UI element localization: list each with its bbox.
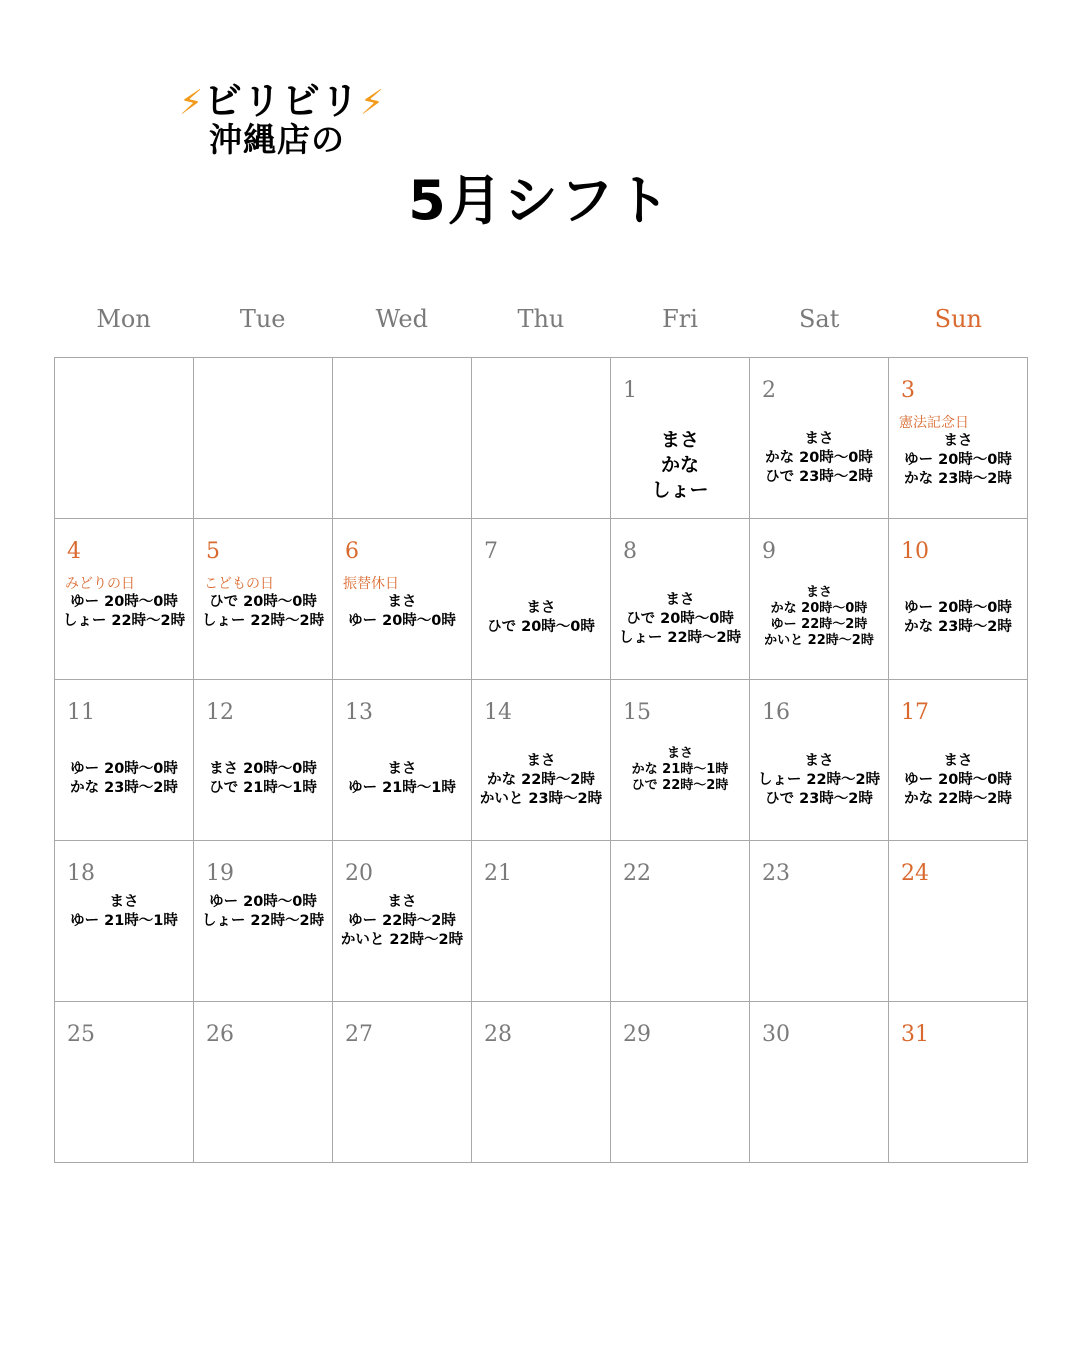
day-number: 24 [901, 861, 929, 886]
day-cell-13 [333, 680, 472, 841]
lightning-left-icon: ⚡ [179, 83, 204, 123]
day-number: 5 [206, 539, 220, 564]
empty-day-cell [55, 358, 194, 519]
day-cell-20 [333, 841, 472, 1002]
shift-list [889, 599, 1027, 637]
holiday-label: 憲法記念日 [899, 415, 969, 431]
shift-entry: まさ [387, 594, 417, 610]
shift-entry: ひで 23時〜2時 [765, 791, 873, 807]
day-cell-27 [333, 1002, 472, 1163]
day-cell-29 [611, 1002, 750, 1163]
shift-entry: ゆー 22時〜2時 [348, 913, 456, 929]
day-cell-26 [194, 1002, 333, 1163]
shift-entry: かな 23時〜2時 [70, 780, 178, 796]
day-number: 21 [484, 861, 512, 886]
shift-entry: まさ 20時〜0時 [209, 761, 317, 777]
day-cell-8 [611, 519, 750, 680]
shift-entry: ゆー 20時〜0時 [70, 761, 178, 777]
shift-entry: しょー 22時〜2時 [757, 772, 881, 788]
day-cell-1 [611, 358, 750, 519]
shift-entry: ひで 20時〜0時 [209, 594, 317, 610]
shift-entry: ゆー 20時〜0時 [209, 894, 317, 910]
day-number: 9 [762, 539, 776, 564]
day-number: 1 [623, 378, 637, 403]
day-number: 22 [623, 861, 651, 886]
day-number: 23 [762, 861, 790, 886]
shift-list [750, 752, 888, 809]
shift-entry: まさ [665, 592, 695, 608]
calendar-grid [54, 357, 1028, 1163]
day-number: 14 [484, 700, 512, 725]
day-cell-18 [55, 841, 194, 1002]
day-cell-12 [194, 680, 333, 841]
shift-list [333, 760, 471, 798]
day-cell-16 [750, 680, 889, 841]
shift-list [55, 593, 193, 631]
day-number: 7 [484, 539, 498, 564]
day-cell-7 [472, 519, 611, 680]
day-number: 16 [762, 700, 790, 725]
shift-entry: かな 22時〜2時 [487, 772, 595, 788]
shift-entry: ひで 23時〜2時 [765, 469, 873, 485]
shift-list [55, 760, 193, 798]
shift-list [194, 760, 332, 798]
shift-list [194, 593, 332, 631]
shift-list [750, 585, 888, 649]
shift-list [194, 893, 332, 931]
weekday-header-row [54, 305, 1028, 345]
shift-entry: ひで 21時〜1時 [209, 780, 317, 796]
shift-entry: しょー 22時〜2時 [201, 613, 325, 629]
day-cell-25 [55, 1002, 194, 1163]
weekday-wed: Wed [375, 305, 428, 333]
day-number: 19 [206, 861, 234, 886]
shift-list [472, 752, 610, 809]
holiday-label: みどりの日 [65, 576, 135, 592]
day-number: 13 [345, 700, 373, 725]
shift-entry: ゆー 20時〜0時 [70, 594, 178, 610]
day-cell-2 [750, 358, 889, 519]
shift-entry: ゆー 20時〜0時 [904, 452, 1012, 468]
day-cell-31 [889, 1002, 1028, 1163]
shift-entry: まさ [943, 433, 973, 449]
shift-list [750, 430, 888, 487]
day-number: 25 [67, 1022, 95, 1047]
shift-entry: しょー [651, 479, 709, 501]
day-cell-17 [889, 680, 1028, 841]
shift-entry: まさ [804, 431, 834, 447]
empty-day-cell [194, 358, 333, 519]
shift-list [472, 599, 610, 637]
day-number: 31 [901, 1022, 929, 1047]
day-number: 8 [623, 539, 637, 564]
day-cell-14 [472, 680, 611, 841]
day-cell-11 [55, 680, 194, 841]
weekday-fri: Fri [662, 305, 698, 333]
day-cell-3 [889, 358, 1028, 519]
day-number: 6 [345, 539, 359, 564]
month-title: 5月シフト [408, 169, 672, 232]
shift-entry: しょー 22時〜2時 [201, 913, 325, 929]
day-cell-21 [472, 841, 611, 1002]
weekday-thu: Thu [517, 305, 565, 333]
calendar-header [0, 0, 1080, 260]
day-number: 15 [623, 700, 651, 725]
day-number: 17 [901, 700, 929, 725]
shop-name-text: ビリビリ [203, 79, 360, 123]
shift-entry: まさ [109, 894, 139, 910]
day-number: 3 [901, 378, 915, 403]
shift-entry: ゆー 20時〜0時 [904, 772, 1012, 788]
shift-entry: まさ [666, 746, 693, 761]
day-cell-10 [889, 519, 1028, 680]
shift-entry: まさ [805, 585, 832, 600]
shift-list [333, 893, 471, 950]
shop-location: 沖縄店の [209, 120, 345, 159]
shift-entry: まさ [387, 761, 417, 777]
shift-entry: まさ [526, 600, 556, 616]
shift-entry: かな 23時〜2時 [904, 619, 1012, 635]
day-cell-19 [194, 841, 333, 1002]
shift-entry: かな 21時〜1時 [631, 762, 729, 777]
day-number: 26 [206, 1022, 234, 1047]
weekday-tue: Tue [239, 305, 286, 333]
day-number: 11 [67, 700, 95, 725]
shift-entry: まさ [804, 753, 834, 769]
day-number: 27 [345, 1022, 373, 1047]
shift-list [333, 593, 471, 631]
day-number: 4 [67, 539, 81, 564]
day-cell-28 [472, 1002, 611, 1163]
lightning-right-icon: ⚡ [360, 83, 385, 123]
day-cell-23 [750, 841, 889, 1002]
shift-list [611, 428, 749, 503]
shift-entry: ひで 20時〜0時 [487, 619, 595, 635]
day-number: 10 [901, 539, 929, 564]
holiday-label: こどもの日 [204, 576, 274, 592]
day-number: 29 [623, 1022, 651, 1047]
day-number: 30 [762, 1022, 790, 1047]
empty-day-cell [333, 358, 472, 519]
shift-entry: ゆー 21時〜1時 [70, 913, 178, 929]
shift-entry: ゆー 22時〜2時 [770, 617, 868, 632]
day-cell-15 [611, 680, 750, 841]
day-number: 2 [762, 378, 776, 403]
day-cell-4 [55, 519, 194, 680]
day-number: 18 [67, 861, 95, 886]
shift-entry: かいと 22時〜2時 [340, 932, 464, 948]
day-cell-24 [889, 841, 1028, 1002]
shift-list [611, 746, 749, 794]
shift-entry: ひで 22時〜2時 [631, 778, 729, 793]
day-number: 12 [206, 700, 234, 725]
shift-entry: まさ [387, 894, 417, 910]
shift-entry: しょー 22時〜2時 [62, 613, 186, 629]
holiday-label: 振替休日 [343, 576, 399, 592]
day-number: 28 [484, 1022, 512, 1047]
day-cell-30 [750, 1002, 889, 1163]
day-cell-6 [333, 519, 472, 680]
shift-entry: かな 20時〜0時 [770, 601, 868, 616]
shift-entry: ゆー 20時〜0時 [348, 613, 456, 629]
shift-entry: かな 20時〜0時 [765, 450, 873, 466]
shift-list [889, 752, 1027, 809]
shift-entry: ひで 20時〜0時 [626, 611, 734, 627]
shift-list [55, 893, 193, 931]
weekday-sun: Sun [934, 305, 982, 333]
weekday-mon: Mon [96, 305, 151, 333]
shift-entry: かいと 22時〜2時 [764, 633, 874, 648]
day-cell-9 [750, 519, 889, 680]
shift-entry: ゆー 21時〜1時 [348, 780, 456, 796]
shift-entry: かな 22時〜2時 [904, 791, 1012, 807]
shift-entry: まさ [526, 753, 556, 769]
day-number: 20 [345, 861, 373, 886]
shift-entry: まさ [943, 753, 973, 769]
day-cell-5 [194, 519, 333, 680]
shift-entry: かいと 23時〜2時 [479, 791, 603, 807]
shift-entry: かな 23時〜2時 [904, 471, 1012, 487]
shift-entry: しょー 22時〜2時 [618, 630, 742, 646]
day-cell-22 [611, 841, 750, 1002]
shift-entry: まさ [660, 429, 699, 451]
shift-entry: ゆー 20時〜0時 [904, 600, 1012, 616]
shift-list [889, 432, 1027, 489]
empty-day-cell [472, 358, 611, 519]
shift-entry: かな [660, 454, 699, 476]
weekday-sat: Sat [798, 305, 840, 333]
shift-list [611, 591, 749, 648]
